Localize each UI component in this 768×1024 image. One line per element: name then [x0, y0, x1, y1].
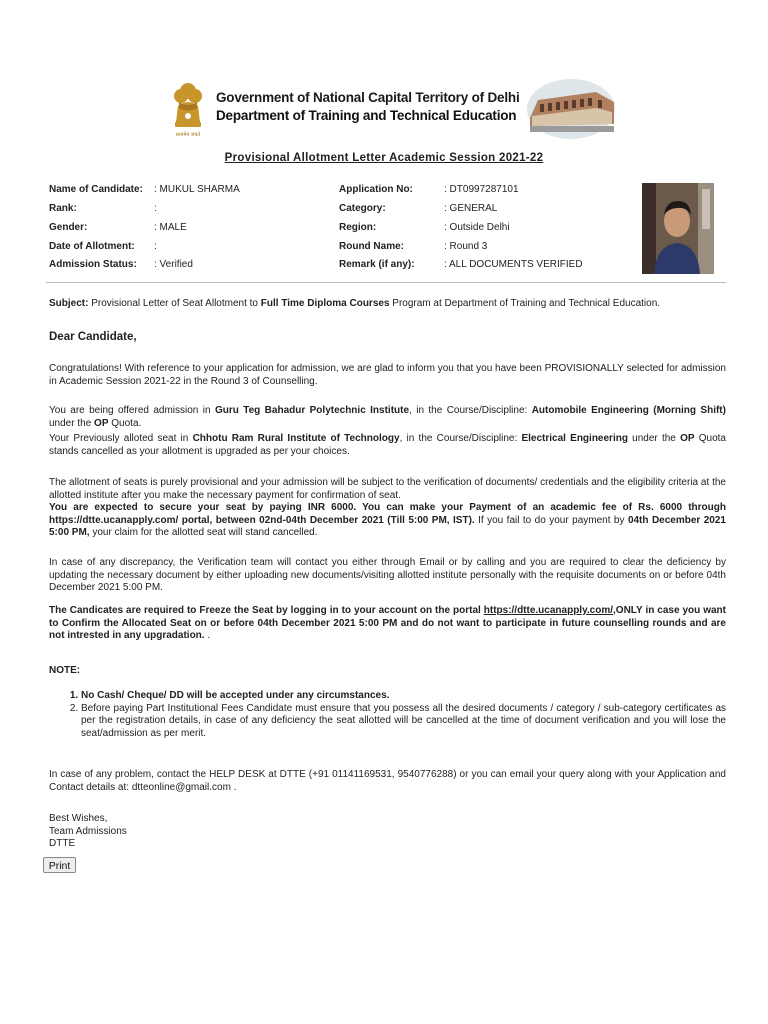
helpdesk-paragraph: In case of any problem, contact the HELP DESK at DTTE (+91 01141169531, 9540776288) or you can email your query along with your Application and Contact details at: dtteonline@gmail.com .: [49, 769, 726, 793]
doa-label: Date of Allotment:: [49, 241, 135, 252]
doa-value: :: [154, 241, 157, 252]
remark-value: : ALL DOCUMENTS VERIFIED: [444, 259, 583, 270]
round-value: : Round 3: [444, 241, 488, 252]
discrepancy-paragraph: In case of any discrepancy, the Verification team will contact you either through Email or by calling and you are required to clear the deficiency by updating the necessary document by either uploading new documents/visiting allotted institute personally with the requisite documents on or before 04th December 2021 5:00 PM.: [49, 557, 726, 594]
greeting: Dear Candidate,: [49, 331, 137, 343]
notes-list: [49, 690, 726, 740]
candidate-photo: [642, 183, 714, 274]
signoff: [49, 813, 726, 851]
signoff-line: Team Admissions: [49, 825, 127, 837]
section-divider: [46, 282, 726, 283]
name-label: Name of Candidate:: [49, 184, 143, 195]
round-label: Round Name:: [339, 241, 404, 252]
note-item: 2. Before paying Part Institutional Fees Candidate must ensure that you possess all the desired documents / category / sub-category certificates as per the registration details, in case of any deficiency the seat allotted will be cancelled at the time of document verification and you will lose the seat/admission as per merit.: [81, 703, 726, 741]
note-item: 1. No Cash/ Cheque/ DD will be accepted under any circumstances.: [81, 690, 726, 703]
letter-title: Provisional Allotment Letter Academic Session 2021-22: [224, 152, 544, 164]
remark-label: Remark (if any):: [339, 259, 415, 270]
region-label: Region:: [339, 222, 377, 233]
print-button[interactable]: Print: [43, 857, 76, 873]
category-label: Category:: [339, 203, 386, 214]
application-value: : DT0997287101: [444, 184, 519, 195]
rank-value: :: [154, 203, 157, 214]
emblem-caption: सत्यमेव जयते: [175, 132, 201, 138]
name-value: : MUKUL SHARMA: [154, 184, 240, 195]
dept-title: Department of Training and Technical Education: [216, 108, 517, 123]
gender-value: : MALE: [154, 222, 187, 233]
gov-title: Government of National Capital Territory of Delhi: [216, 90, 520, 105]
application-label: Application No:: [339, 184, 413, 195]
signoff-line: Best Wishes,: [49, 813, 108, 824]
category-value: : GENERAL: [444, 203, 498, 214]
offer-paragraph: You are being offered admission in Guru Teg Bahadur Polytechnic Institute, in the Course/Discipline: Automobile Engineering (Morning Shift) under the OP Quota.: [49, 405, 726, 429]
gender-label: Gender:: [49, 222, 88, 233]
signoff-line: DTTE: [49, 838, 76, 850]
note-label: NOTE:: [49, 665, 81, 676]
status-value: : Verified: [154, 259, 193, 270]
previous-allotment-paragraph: Your Previously alloted seat in Chhotu Ram Rural Institute of Technology, in the Course/Discipline: Electrical Engineering under the OP Quota stands cancelled as your allotment is upgraded as per your choices.: [49, 433, 726, 457]
freeze-paragraph: The Candicates are required to Freeze the Seat by logging in to your account on the portal https://dtte.ucanapply.com/,ONLY in case you want to Confirm the Allocated Seat on or before 04th December 2021 5:00 PM and do not want to participate in future counselling rounds and are not intrested in any upgradation. .: [49, 605, 727, 642]
portal-link[interactable]: https://dtte.ucanapply.com/: [483, 605, 614, 616]
national-emblem-icon: [162, 78, 214, 140]
congrats-paragraph: Congratulations! With reference to your application for admission, we are glad to inform you that you have been PROVISIONALLY selected for admission in Academic Session 2021-22 in the Round 3 of Counselling.: [49, 363, 726, 387]
building-photo: [526, 78, 616, 140]
allotment-paragraph: The allotment of seats is purely provisional and your admission will be subject to the verification of documents/ credentials and the eligibility criteria at the allotted institute after you make the necessary payment for confirmation of seat. You are expected to secure your seat by paying INR 6000. You can make your Payment of an academic fee of Rs. 6000 through https://dtte.ucanapply.com/ portal, between 02nd-04th December 2021 (Till 5:00 PM, IST). If you fail to do your payment by 04th December 2021 5:00 PM, your claim for the allotted seat will stand cancelled.: [49, 477, 726, 539]
rank-label: Rank:: [49, 203, 77, 214]
subject-line: Subject: Provisional Letter of Seat Allotment to Full Time Diploma Courses Program at Department of Training and Technical Education.: [49, 298, 661, 309]
region-value: : Outside Delhi: [444, 222, 510, 233]
letterhead: [0, 72, 768, 142]
status-label: Admission Status:: [49, 259, 137, 270]
